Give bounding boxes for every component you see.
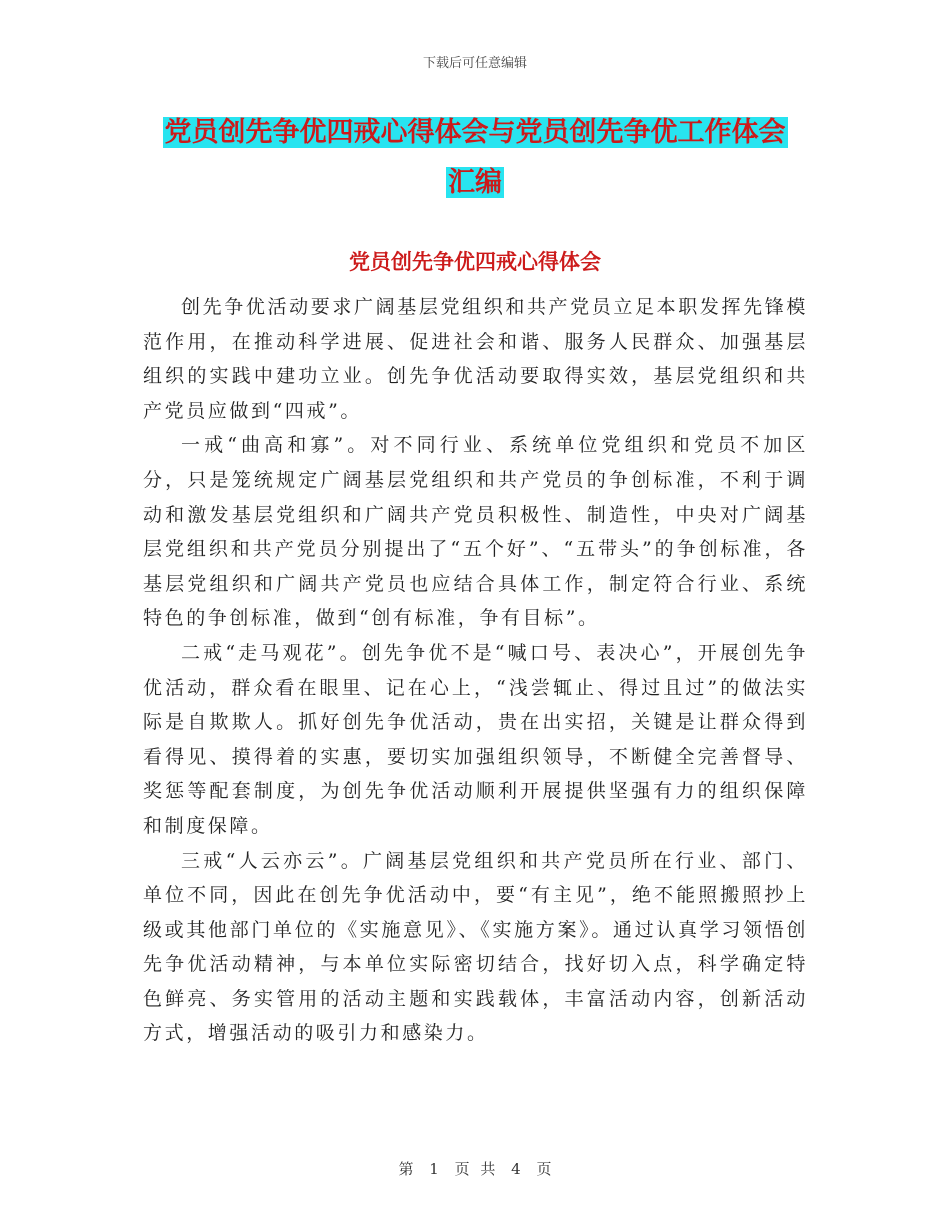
header-note: 下载后可任意编辑 [422,56,527,71]
page-footer [0,1158,950,1179]
footer-current-page: 1 [429,1160,439,1178]
footer-total-pages: 4 [511,1160,521,1178]
document-title-line-1 [0,108,950,158]
document-title [0,108,950,208]
paragraph-third-rule: 三戒“人云亦云”。广阔基层党组织和共产党员所在行业、部门、单位不同，因此在创先争优活动中，要“有主见”，绝不能照搬照抄上级或其他部门单位的《实施意见》、《实施方案》。通过认真学习领悟创先争优活动精神，与本单位实际密切结合，找好切入点，科学确定特色鲜亮、务实管用的活动主题和实践载体，丰富活动内容，创新活动方式，增强活动的吸引力和感染力。 [143,849,808,1045]
paragraph-first-rule: 一戒“曲高和寡”。对不同行业、系统单位党组织和党员不加区分，只是笼统规定广阔基层党组织和共产党员的争创标准，不利于调动和激发基层党组织和广阔共产党员积极性、制造性，中央对广阔基层党组织和共产党员分别提出了“五个好”、“五带头”的争创标准，各基层党组织和广阔共产党员也应结合具体工作，制定符合行业、系统特色的争创标准，做到“创有标准，争有目标”。 [143,434,808,630]
footer-middle: 页 共 [454,1160,496,1178]
paragraph-second-rule: 二戒“走马观花”。创先争优不是“喊口号、表决心”，开展创先争优活动，群众看在眼里、记在心上，“浅尝辄止、得过且过”的做法实际是自欺欺人。抓好创先争优活动，贵在出实招，关键是让群众得到看得见、摸得着的实惠，要切实加强组织领导，不断健全完善督导、奖惩等配套制度，为创先争优活动顺利开展提供坚强有力的组织保障和制度保障。 [143,641,808,837]
footer-prefix: 第 [398,1160,414,1178]
document-title-line-2 [0,158,950,208]
section-title: 党员创先争优四戒心得体会 [349,250,601,274]
footer-suffix: 页 [536,1160,552,1178]
document-body [143,290,808,1051]
document-title-text-1: 党员创先争优四戒心得体会与党员创先争优工作体会 [164,117,786,148]
document-title-text-2: 汇编 [448,167,502,198]
paragraph-intro: 创先争优活动要求广阔基层党组织和共产党员立足本职发挥先锋模范作用，在推动科学进展、促进社会和谐、服务人民群众、加强基层组织的实践中建功立业。创先争优活动要取得实效，基层党组织和共产党员应做到“四戒”。 [143,296,808,422]
